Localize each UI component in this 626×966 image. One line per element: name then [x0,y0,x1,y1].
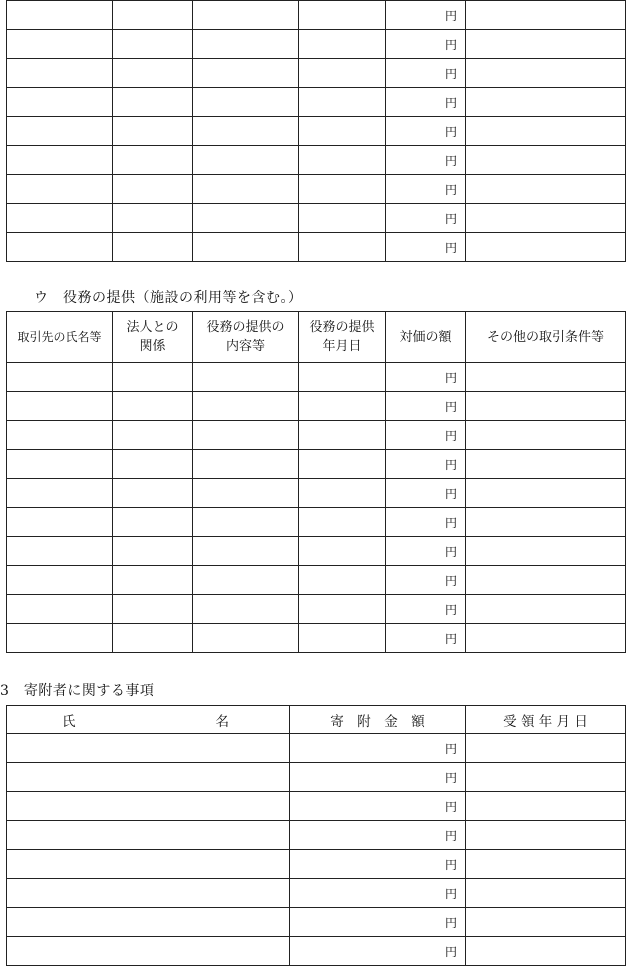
blank-cell [466,879,626,908]
blank-cell [466,908,626,937]
blank-cell [7,479,113,508]
table-row [7,117,626,146]
blank-cell [7,204,113,233]
blank-cell [193,175,299,204]
yen-unit-cell: 円 [290,734,466,763]
blank-cell [7,734,290,763]
blank-cell [7,537,113,566]
table-row [7,595,626,624]
blank-cell [299,566,386,595]
blank-cell [466,233,626,262]
blank-cell [466,479,626,508]
blank-cell [299,624,386,653]
blank-cell [193,88,299,117]
blank-cell [7,392,113,421]
table-row [7,508,626,537]
table-row [7,624,626,653]
blank-cell [113,508,193,537]
blank-cell [7,937,290,966]
blank-cell [193,595,299,624]
table-row [7,363,626,392]
blank-cell [466,734,626,763]
blank-cell [299,392,386,421]
blank-cell [7,508,113,537]
table-row [7,59,626,88]
table-row [7,479,626,508]
blank-cell [7,908,290,937]
blank-cell [7,821,290,850]
blank-cell [466,566,626,595]
blank-cell [113,624,193,653]
table-row [7,88,626,117]
blank-cell [113,30,193,59]
blank-cell [299,88,386,117]
header-price: 対価の額 [386,312,466,363]
blank-cell [299,537,386,566]
section-3-heading: 3 寄附者に関する事項 [0,683,155,699]
blank-cell [299,1,386,30]
table-row [7,879,626,908]
yen-unit-cell: 円 [290,821,466,850]
blank-cell [113,88,193,117]
blank-cell [193,30,299,59]
header-relation [113,312,193,363]
blank-cell [193,363,299,392]
blank-cell [7,792,290,821]
blank-cell [113,117,193,146]
blank-cell [466,1,626,30]
blank-cell [466,792,626,821]
blank-cell [193,146,299,175]
blank-cell [299,508,386,537]
blank-cell [466,363,626,392]
blank-cell [193,59,299,88]
header-donor-name-b: 名 [215,713,229,730]
service-provision-table [6,311,626,653]
blank-cell [7,624,113,653]
table-row [7,850,626,879]
blank-cell [299,450,386,479]
blank-cell [7,595,113,624]
donors-table-body [7,734,626,966]
blank-cell [299,595,386,624]
blank-cell [466,30,626,59]
header-service-content [193,312,299,363]
blank-cell [193,566,299,595]
blank-cell [113,175,193,204]
blank-cell [113,450,193,479]
table-row [7,821,626,850]
yen-unit-cell: 円 [386,204,466,233]
blank-cell [7,59,113,88]
blank-cell [299,204,386,233]
table-row [7,1,626,30]
yen-unit-cell: 円 [290,763,466,792]
blank-cell [466,850,626,879]
yen-unit-cell: 円 [386,117,466,146]
header-receipt-date: 受 領 年 月 日 [466,706,626,734]
blank-cell [113,146,193,175]
blank-cell [7,117,113,146]
blank-cell [466,537,626,566]
blank-cell [193,204,299,233]
table-row [7,566,626,595]
blank-cell [193,624,299,653]
header-counterparty-name: 取引先の氏名等 [7,312,113,363]
table-row [7,175,626,204]
yen-unit-cell: 円 [386,30,466,59]
yen-unit-cell: 円 [290,792,466,821]
blank-cell [193,233,299,262]
header-service-date-text: 役務の提供年月日 [309,320,375,354]
yen-unit-cell: 円 [386,595,466,624]
blank-cell [113,595,193,624]
blank-cell [193,392,299,421]
table-row [7,30,626,59]
transactions-table-continued [6,0,626,262]
blank-cell [466,88,626,117]
table-row [7,763,626,792]
yen-unit-cell: 円 [386,59,466,88]
blank-cell [113,421,193,450]
blank-cell [113,363,193,392]
donors-table [6,705,626,966]
blank-cell [193,421,299,450]
blank-cell [7,450,113,479]
table-row [7,792,626,821]
header-donation-amount: 寄 附 金 額 [290,706,466,734]
table-row [7,450,626,479]
blank-cell [299,117,386,146]
blank-cell [299,175,386,204]
blank-cell [193,537,299,566]
header-service-content-text: 役務の提供の内容等 [206,320,285,354]
blank-cell [113,392,193,421]
blank-cell [7,233,113,262]
blank-cell [466,204,626,233]
blank-cell [466,146,626,175]
blank-cell [466,117,626,146]
table-row [7,421,626,450]
blank-cell [7,566,113,595]
blank-cell [113,566,193,595]
yen-unit-cell: 円 [386,146,466,175]
blank-cell [299,59,386,88]
blank-cell [299,421,386,450]
table-row [7,392,626,421]
blank-cell [193,508,299,537]
blank-cell [466,392,626,421]
table-row [7,233,626,262]
table-row [7,908,626,937]
table-header-row [7,706,626,734]
yen-unit-cell: 円 [386,392,466,421]
blank-cell [193,1,299,30]
blank-cell [466,175,626,204]
table-row [7,146,626,175]
header-donor-name [7,706,290,734]
yen-unit-cell: 円 [386,88,466,117]
blank-cell [193,117,299,146]
blank-cell [466,508,626,537]
table-row [7,204,626,233]
blank-cell [113,59,193,88]
blank-cell [466,59,626,88]
blank-cell [113,233,193,262]
blank-cell [466,821,626,850]
yen-unit-cell: 円 [386,566,466,595]
blank-cell [7,421,113,450]
blank-cell [7,88,113,117]
blank-cell [7,879,290,908]
blank-cell [113,1,193,30]
header-relation-text: 法人との関係 [126,320,179,354]
blank-cell [466,421,626,450]
blank-cell [299,363,386,392]
transactions-table-body [7,1,626,262]
table-row [7,537,626,566]
header-other-terms: その他の取引条件等 [466,312,626,363]
yen-unit-cell: 円 [386,421,466,450]
blank-cell [7,850,290,879]
service-provision-table-body [7,363,626,653]
blank-cell [466,937,626,966]
yen-unit-cell: 円 [290,908,466,937]
section-u-heading: ウ 役務の提供（施設の利用等を含む。） [34,290,303,306]
yen-unit-cell: 円 [290,850,466,879]
blank-cell [466,450,626,479]
blank-cell [466,624,626,653]
table-header-row [7,312,626,363]
header-donor-name-a: 氏 [62,713,76,730]
blank-cell [7,1,113,30]
blank-cell [193,450,299,479]
table-row [7,734,626,763]
blank-cell [7,763,290,792]
yen-unit-cell: 円 [290,937,466,966]
yen-unit-cell: 円 [386,450,466,479]
blank-cell [299,233,386,262]
blank-cell [299,30,386,59]
blank-cell [7,146,113,175]
table-row [7,937,626,966]
blank-cell [113,479,193,508]
yen-unit-cell: 円 [386,1,466,30]
blank-cell [7,30,113,59]
blank-cell [466,595,626,624]
yen-unit-cell: 円 [386,508,466,537]
blank-cell [299,146,386,175]
yen-unit-cell: 円 [386,624,466,653]
blank-cell [466,763,626,792]
yen-unit-cell: 円 [290,879,466,908]
yen-unit-cell: 円 [386,363,466,392]
blank-cell [113,204,193,233]
yen-unit-cell: 円 [386,175,466,204]
blank-cell [7,175,113,204]
yen-unit-cell: 円 [386,479,466,508]
blank-cell [299,479,386,508]
blank-cell [113,537,193,566]
blank-cell [7,363,113,392]
yen-unit-cell: 円 [386,233,466,262]
yen-unit-cell: 円 [386,537,466,566]
header-service-date [299,312,386,363]
blank-cell [193,479,299,508]
